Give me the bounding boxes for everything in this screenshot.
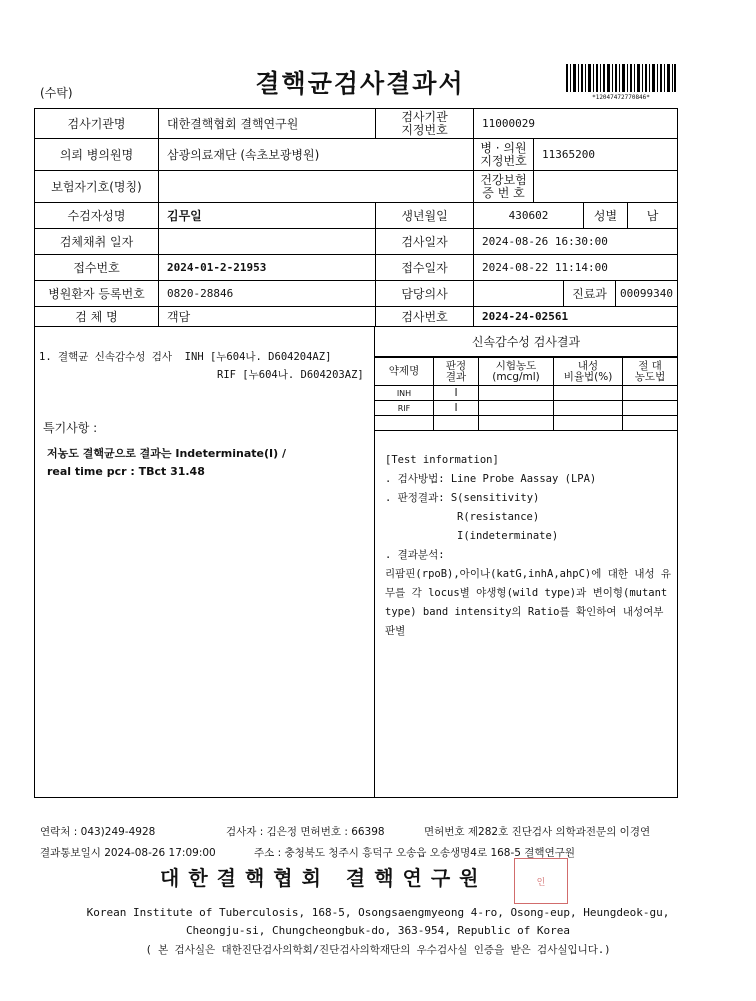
table-row (375, 416, 677, 431)
result-form (34, 108, 678, 798)
value-department: 00099340 (620, 287, 673, 300)
official-seal: 인 (514, 858, 568, 904)
cell-proportion (554, 416, 623, 431)
label-receipt-number: 접수번호 (35, 255, 159, 280)
info-judge: . 판정결과: S(sensitivity) (385, 492, 540, 504)
cell-absolute (623, 401, 678, 416)
info-judge-r: R(resistance) (457, 511, 540, 523)
info-title: [Test information] (385, 454, 499, 466)
value-exam-number: 2024-24-02561 (482, 310, 569, 323)
row-receipt (35, 255, 677, 281)
results-header-row (375, 358, 677, 386)
row-specimen (35, 307, 677, 327)
value-registration-number: 0820-28846 (159, 281, 376, 306)
exam-line-inh: 1. 결핵균 신속감수성 검사 INH [누604나. D604204AZ] (39, 351, 332, 363)
label-insurance-number-b: 증 번 호 (482, 185, 525, 200)
header-drug: 약제명 (375, 358, 434, 386)
label-department: 진료과 (564, 281, 616, 306)
value-birthdate: 430602 (474, 203, 584, 228)
cell-drug (375, 416, 434, 431)
footer-notify-time: 결과통보일시 2024-08-26 17:09:00 (40, 847, 216, 859)
info-analysis: 리팜핀(rpoB),아이나(katG,inhA,ahpC)에 대한 내성 유무를 각 locus별 야생형(wild type)과 변이형(mutant type) band intensity의 Ratio를 확인하여 내성여부 판별 (385, 568, 672, 637)
label-specimen: 검 체 명 (35, 307, 159, 326)
cell-proportion (554, 386, 623, 401)
request-type-tag: (수탁) (40, 86, 73, 100)
header-absolute: 절 대 농도법 (623, 358, 678, 386)
exam-area (35, 327, 375, 797)
cell-drug: RIF (375, 401, 434, 416)
value-test-date: 2024-08-26 16:30:00 (482, 235, 608, 248)
label-hospital-code-a: 병 · 의원 (480, 140, 527, 155)
footer-contact: 연락처 : 043)249-4928 (40, 826, 156, 838)
value-institution-code: 11000029 (482, 117, 535, 130)
results-table (375, 357, 677, 431)
value-sex: 남 (646, 209, 659, 223)
footer-address-en-2: Cheongju-si, Chungcheongbuk-do, 363-954, Republic of Korea (185, 924, 571, 937)
info-judge-i: I(indeterminate) (457, 530, 559, 542)
cell-concentration (479, 401, 554, 416)
cell-absolute (623, 386, 678, 401)
value-hospital: 삼광의료재단 (속초보광병원) (159, 139, 474, 170)
label-doctor: 담당의사 (376, 281, 474, 306)
header-proportion: 내성 비율법(%) (554, 358, 623, 386)
label-sex: 성별 (584, 203, 628, 228)
label-hospital-code (474, 139, 534, 170)
results-heading: 신속감수성 검사결과 (375, 327, 677, 357)
cell-concentration (479, 416, 554, 431)
row-patient (35, 203, 677, 229)
page-title: 결핵균검사결과서 (255, 69, 465, 98)
remarks-label: 특기사항 : (43, 421, 98, 435)
info-method: . 검사방법: Line Probe Aassay (LPA) (385, 473, 597, 485)
cell-drug: INH (375, 386, 434, 401)
barcode-number: *12047472770846* (592, 94, 650, 101)
value-hospital-code: 11365200 (542, 148, 595, 161)
test-information (385, 451, 675, 641)
label-institution-code-b: 지정번호 (401, 122, 448, 137)
cell-judgement: I (434, 401, 479, 416)
label-hospital-code-b: 지정번호 (480, 153, 527, 168)
remark-line-2: real time pcr : TBct 31.48 (47, 465, 205, 478)
susceptibility-results (375, 327, 677, 799)
header-concentration: 시험농도 (mcg/ml) (479, 358, 554, 386)
cell-judgement (434, 416, 479, 431)
label-institution: 검사기관명 (35, 109, 159, 138)
footer-address-en-1: Korean Institute of Tuberculosis, 168-5, Osongsaengmyeong 4-ro, Osong-eup, Heungdeok-gu, (86, 906, 670, 919)
footer-org-name: 대한결핵협회 결핵연구원 (160, 866, 488, 890)
row-insurer (35, 171, 677, 203)
value-receipt-date: 2024-08-22 11:14:00 (482, 261, 608, 274)
label-receipt-date: 접수일자 (376, 255, 474, 280)
value-collection-date (159, 229, 376, 254)
value-insurer (159, 171, 474, 202)
label-insurance-number (474, 171, 534, 202)
exam-line-rif: RIF [누604나. D604203AZ] (217, 369, 364, 381)
table-row (375, 401, 677, 416)
label-registration-number: 병원환자 등록번호 (35, 281, 159, 306)
footer-address-kr: 주소 : 충청북도 청주시 흥덕구 오송읍 오송생명4로 168-5 결핵연구원 (254, 847, 576, 859)
table-row (375, 386, 677, 401)
cell-judgement: I (434, 386, 479, 401)
label-patient-name: 수검자성명 (35, 203, 159, 228)
info-analysis-label: . 결과분석: (385, 549, 445, 561)
label-institution-code-a: 검사기관 (401, 109, 448, 124)
row-collection-date (35, 229, 677, 255)
row-hospital (35, 139, 677, 171)
remark-line-1: 저농도 결핵균으로 결과는 Indeterminate(I) / (47, 447, 286, 460)
footer-examiner: 검사자 : 김은정 면허번호 : 66398 (226, 826, 385, 838)
label-birthdate: 생년월일 (376, 203, 474, 228)
value-patient-name: 김무일 (159, 203, 376, 228)
footer-license: 면허번호 제282호 진단검사 의학과전문의 이경연 (424, 826, 651, 838)
label-hospital: 의뢰 병의원명 (35, 139, 159, 170)
row-institution (35, 109, 677, 139)
value-institution: 대한결핵협회 결핵연구원 (159, 109, 376, 138)
label-insurer: 보험자기호(명칭) (35, 171, 159, 202)
value-receipt-number: 2024-01-2-21953 (159, 255, 376, 280)
label-exam-number: 검사번호 (376, 307, 474, 326)
header-judgement: 판정 결과 (434, 358, 479, 386)
cell-proportion (554, 401, 623, 416)
cell-absolute (623, 416, 678, 431)
cell-concentration (479, 386, 554, 401)
label-collection-date: 검체채취 일자 (35, 229, 159, 254)
value-doctor (474, 281, 564, 306)
label-test-date: 검사일자 (376, 229, 474, 254)
value-insurance-number (534, 171, 677, 202)
barcode (566, 64, 676, 92)
label-institution-code (376, 109, 474, 138)
footer-certification: ( 본 검사실은 대한진단검사의학회/진단검사의학재단의 우수검사실 인증을 받은 검사실입니다.) (145, 944, 611, 956)
label-insurance-number-a: 건강보험 (480, 172, 527, 187)
row-registration (35, 281, 677, 307)
value-specimen: 객담 (159, 307, 376, 326)
